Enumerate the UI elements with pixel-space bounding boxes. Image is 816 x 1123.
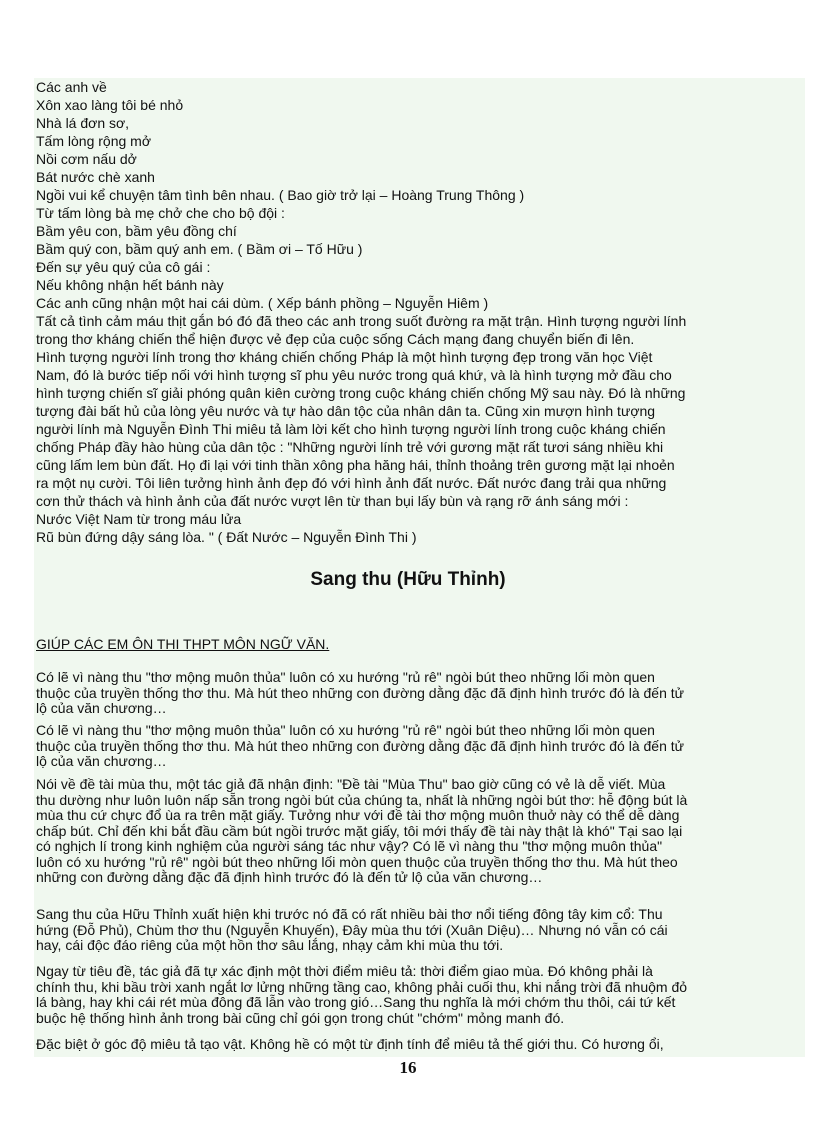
text-line: Tất cả tình cảm máu thịt gắn bó đó đã theo các anh trong suốt đường ra mặt trận. Hình tượng người lính — [36, 313, 687, 329]
text-line: Nam, đó là bước tiếp nối với hình tượng sĩ phu yêu nước trong quá khứ, và là hình tượng mở đầu cho — [36, 367, 672, 383]
text-line: Các anh cũng nhận một hai cái dùm. ( Xếp bánh phồng – Nguyễn Hiêm ) — [36, 295, 489, 311]
text-line: Từ tấm lòng bà mẹ chở che cho bộ đội : — [36, 205, 285, 221]
text-line: Các anh về — [36, 79, 107, 95]
text-line: Bát nước chè xanh — [36, 169, 155, 185]
text-line: thuộc của truyền thống thơ thu. Mà hút theo những con đường dằng đặc đã định hình trước đó là đến tử — [36, 737, 685, 754]
text-line: hay, cái độc đáo riêng của một hồn thơ sâu lắng, nhạy cảm khi mùa thu tới. — [36, 937, 504, 953]
text-line: chấp bút. Chỉ đến khi bắt đầu cầm bút ngồi trước mặt giấy, tôi mới thấy đề tài này thật là khó" Tại sao lại — [36, 822, 683, 839]
text-line: Nước Việt Nam từ trong máu lửa — [36, 511, 242, 527]
text-line: có nghịch lí trong kinh nghiệm của người sáng tác như vậy? Có lẽ vì nàng thu "thơ mộng muôn thủa" — [36, 838, 663, 854]
text-line: Tấm lòng rộng mở — [36, 133, 152, 149]
text-line: Ngồi vui kể chuyện tâm tình bên nhau. ( Bao giờ trở lại – Hoàng Trung Thông ) — [36, 187, 525, 203]
text-line: chống Pháp đầy hào hùng của dân tộc : "Những người lính trẻ với gương mặt rất tươi sáng nhiều khi — [36, 439, 664, 455]
text-line: cũng lấm lem bùn đất. Họ đi lại với tinh thần xông pha hăng hái, thỉnh thoảng trên gương mặt lại nhoẻn — [36, 457, 675, 473]
text-line: lộ của văn chương… — [36, 700, 167, 716]
text-line: thuộc của truyền thống thơ thu. Mà hút theo những con đường dằng đặc đã định hình trước đó là đến tử — [36, 684, 685, 701]
page-number: 16 — [399, 1058, 417, 1077]
paragraph — [36, 964, 804, 1026]
text-line: mùa thu cứ chực đổ ùa ra trên mặt giấy. Tưởng như với đề tài thơ mộng muôn thuở này có thể dễ dàng — [36, 807, 680, 823]
text-line: hình tượng chiến sĩ giải phóng quân kiên cường trong cuộc kháng chiến chống Mỹ sau này. Đó là những — [36, 385, 686, 401]
paragraph — [36, 723, 804, 770]
text-line: hứng (Đỗ Phủ), Chùm thơ thu (Nguyễn Khuyến), Đây mùa thu tới (Xuân Diệu)… Nhưng nó vẫn có cái — [36, 921, 668, 938]
text-line: Rũ bùn đứng dậy sáng lòa. " ( Đất Nước – Nguyễn Đình Thi ) — [36, 529, 417, 545]
text-line: Nhà lá đơn sơ, — [36, 115, 130, 131]
text-line: tượng đài bất hủ của lòng yêu nước và tự hào dân tộc của nhân dân ta. Cũng xin mượn hình tượng — [36, 403, 656, 419]
text-line: Nồi cơm nấu dở — [36, 151, 137, 167]
paragraph — [36, 670, 804, 717]
text-line: luôn có xu hướng "rủ rê" ngòi bút theo những lối mòn quen thuộc của truyền thống thơ thu. Mà hút theo — [36, 853, 678, 870]
text-line: những con đường dằng đặc đã định hình trước đó là đến tử lộ của văn chương… — [36, 869, 543, 885]
text-line: Có lẽ vì nàng thu "thơ mộng muôn thủa" luôn có xu hướng "rủ rê" ngòi bút theo những lối mòn quen — [36, 722, 655, 738]
text-line: người lính mà Nguyễn Đình Thi miêu tả làm lời kết cho hình tượng người lính trong cuộc kháng chiến — [36, 421, 666, 437]
text-line: lộ của văn chương… — [36, 753, 167, 769]
text-line: Bầm yêu con, bầm yêu đồng chí — [36, 223, 237, 239]
text-line: Đặc biệt ở góc độ miêu tả tạo vật. Không hề có một từ định tính để miêu tả thế giới thu. Có hương ổi, — [36, 1036, 664, 1052]
text-line: Nói về đề tài mùa thu, một tác giả đã nhận định: "Đề tài "Mùa Thu" bao giờ cũng có vẻ là dễ viết. Mùa — [36, 776, 666, 792]
paragraph — [36, 907, 804, 954]
paragraph — [36, 777, 804, 886]
paragraph — [36, 1037, 804, 1053]
section-title: Sang thu (Hữu Thỉnh) — [310, 569, 506, 590]
text-line: Xôn xao làng tôi bé nhỏ — [36, 97, 184, 113]
text-line: Nếu không nhận hết bánh này — [36, 277, 224, 293]
text-line: Sang thu của Hữu Thỉnh xuất hiện khi trước nó đã có rất nhiều bài thơ nổi tiếng đông tây kim cổ: Thu — [36, 906, 663, 922]
text-line: Bầm quý con, bầm quý anh em. ( Bầm ơi – Tố Hữu ) — [36, 241, 363, 257]
subheading: GIÚP CÁC EM ÔN THI THPT MÔN NGỮ VĂN. — [36, 636, 330, 652]
poem-and-commentary — [36, 78, 804, 546]
text-line: ra một nụ cười. Tôi liên tưởng hình ảnh đẹp đó với hình ảnh đất nước. Đất nước đang trải qua những — [36, 475, 667, 491]
text-line: trong thơ kháng chiến thể hiện được vẻ đẹp của cuộc sống Cách mạng đang chuyển biến đi lên. — [36, 331, 635, 347]
text-line: lá bàng, hay khi cái rét mùa đông đã lẫn vào trong gió…Sang thu nghĩa là mới chớm thu thôi, cái tứ kết — [36, 994, 676, 1010]
text-line: thu dường như luôn luôn nấp sẵn trong ngòi bút của chúng ta, nhất là những ngòi bút thơ: hễ động bút là — [36, 791, 688, 808]
text-line: Có lẽ vì nàng thu "thơ mộng muôn thủa" luôn có xu hướng "rủ rê" ngòi bút theo những lối mòn quen — [36, 669, 655, 685]
text-line: cơn thử thách và hình ảnh của đất nước vượt lên từ than bụi lấy bùn và rạng rỡ ánh sáng mới : — [36, 493, 629, 509]
text-line: Đến sự yêu quý của cô gái : — [36, 259, 211, 275]
text-line: buộc hệ thống hình ảnh trong bài cũng chỉ gói gọn trong chút "chớm" mỏng manh đó. — [36, 1009, 565, 1026]
text-line: chính thu, khi bầu trời xanh ngắt lơ lửng những tầng cao, không phải cuối thu, khi nắng trời đã nhuộm đỏ — [36, 978, 688, 995]
text-line: Ngay từ tiêu đề, tác giả đã tự xác định một thời điểm miêu tả: thời điểm giao mùa. Đó không phải là — [36, 963, 653, 979]
text-line: Hình tượng người lính trong thơ kháng chiến chống Pháp là một hình tượng đẹp trong văn học Việt — [36, 349, 653, 365]
